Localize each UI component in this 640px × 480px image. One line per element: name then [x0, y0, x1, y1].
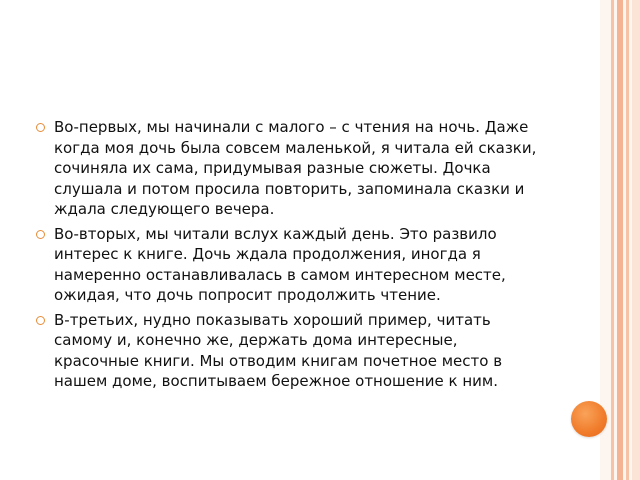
- bullet-text: Во-первых, мы начинали с малого – с чтения на ночь. Даже когда моя дочь была совсем маленькой, я читала ей сказки, сочиняла их сама, придумывая разные сюжеты. Дочка слушала и потом просила повторить, запоминала сказки и ждала следующего вечера.: [54, 118, 537, 218]
- bullet-circle-icon: [36, 316, 45, 325]
- decorative-stripe: [617, 0, 623, 480]
- list-item: [36, 224, 544, 306]
- orange-circle-decoration: [571, 401, 607, 437]
- bullet-text: Во-вторых, мы читали вслух каждый день. Это развило интерес к книге. Дочь ждала продолжения, иногда я намеренно останавливалась в самом интересном месте, ожидая, что дочь попросит продолжить чтение.: [54, 224, 506, 304]
- bullet-list: [36, 117, 544, 392]
- decorative-stripe: [611, 0, 614, 480]
- bullet-circle-icon: [36, 230, 45, 239]
- list-item: [36, 117, 544, 220]
- bullet-circle-icon: [36, 123, 45, 132]
- decorative-stripe: [632, 0, 640, 480]
- list-item: [36, 310, 544, 392]
- bullet-list-container: [36, 117, 544, 396]
- decorative-stripe: [626, 0, 629, 480]
- bullet-text: В-третьих, нудно показывать хороший пример, читать самому и, конечно же, держать дома интересные, красочные книги. Мы отводим книгам почетное место в нашем доме, воспитываем бережное отношение к ним.: [54, 310, 503, 390]
